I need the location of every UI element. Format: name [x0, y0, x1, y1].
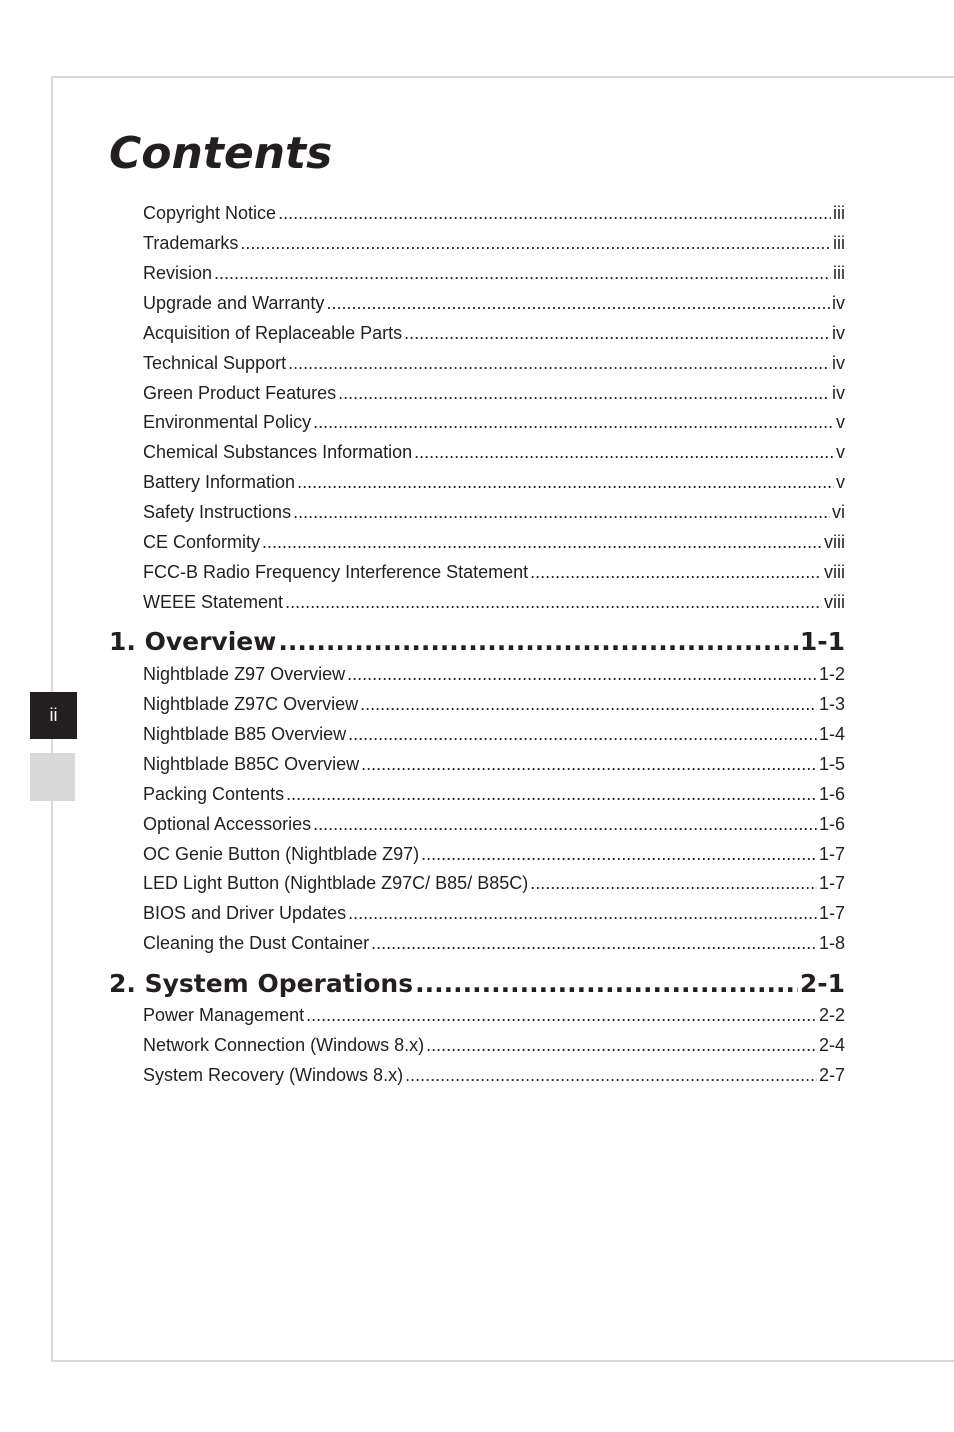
toc-entry[interactable]	[143, 872, 845, 894]
toc-entry-label: Safety Instructions	[143, 502, 292, 522]
toc-chapter-heading[interactable]	[109, 969, 845, 999]
toc-entry-label: System Recovery (Windows 8.x)	[143, 1065, 404, 1085]
toc-entry[interactable]	[143, 322, 845, 344]
dot-leader	[306, 1004, 817, 1026]
dot-leader	[348, 902, 817, 924]
toc-entry-label: Network Connection (Windows 8.x)	[143, 1035, 425, 1055]
toc-entry-page: 1-5	[818, 754, 845, 774]
dot-leader	[293, 501, 830, 523]
dot-leader	[421, 843, 817, 865]
toc-entry-page: iii	[833, 263, 845, 283]
toc-entry-label: Packing Contents	[143, 784, 285, 804]
toc-entry[interactable]	[143, 663, 845, 685]
toc-entry[interactable]	[143, 1064, 845, 1086]
toc-entry[interactable]	[143, 1004, 845, 1026]
toc-entry[interactable]	[143, 352, 845, 374]
toc-entry-page: v	[836, 442, 845, 462]
toc-entry-page: viii	[824, 562, 845, 582]
toc-entry-label: 2. System Operations	[109, 969, 414, 998]
toc-entry[interactable]	[143, 202, 845, 224]
toc-entry-label: CE Conformity	[143, 532, 261, 552]
dot-leader	[278, 627, 797, 657]
toc-entry-label: Battery Information	[143, 472, 296, 492]
toc-entry[interactable]	[143, 561, 845, 583]
toc-entry-page: 1-7	[818, 903, 845, 923]
toc-entry-page: 1-7	[818, 873, 845, 893]
toc-entry-label: Technical Support	[143, 353, 287, 373]
toc-entry-page: v	[836, 412, 845, 432]
toc-entry-page: iv	[832, 383, 845, 403]
toc-entry-page: v	[836, 472, 845, 492]
toc-entry[interactable]	[143, 753, 845, 775]
dot-leader	[240, 232, 831, 254]
dot-leader	[405, 1064, 817, 1086]
dot-leader	[348, 723, 817, 745]
page-number: ii	[49, 705, 58, 725]
toc-entry-page: 1-3	[818, 694, 845, 714]
page-title: Contents	[109, 128, 333, 179]
dot-leader	[360, 693, 817, 715]
toc-entry-page: iv	[832, 323, 845, 343]
toc-entry-label: Trademarks	[143, 233, 239, 253]
toc-entry[interactable]	[143, 411, 845, 433]
toc-entry-label: Nightblade B85 Overview	[143, 724, 347, 744]
toc-entry[interactable]	[143, 1034, 845, 1056]
dot-leader	[530, 561, 822, 583]
toc-entry-page: 1-6	[818, 784, 845, 804]
toc-entry[interactable]	[143, 232, 845, 254]
dot-leader	[371, 932, 817, 954]
toc-entry-page: 2-1	[799, 969, 845, 998]
toc-entry-page: 1-1	[799, 627, 845, 656]
dot-leader	[426, 1034, 817, 1056]
toc-entry-page: 1-6	[818, 814, 845, 834]
dot-leader	[414, 441, 834, 463]
toc-entry-label: 1. Overview	[109, 627, 277, 656]
toc-entry[interactable]	[143, 591, 845, 613]
toc-entry[interactable]	[143, 501, 845, 523]
toc-entry-label: Green Product Features	[143, 383, 337, 403]
toc-entry-label: Cleaning the Dust Container	[143, 933, 370, 953]
dot-leader	[347, 663, 817, 685]
toc-entry-label: FCC-B Radio Frequency Interference Statement	[143, 562, 529, 582]
dot-leader	[285, 591, 822, 613]
toc-entry-page: iii	[833, 233, 845, 253]
toc-entry-page: 2-2	[818, 1005, 845, 1025]
toc-entry[interactable]	[143, 262, 845, 284]
dot-leader	[404, 322, 830, 344]
toc-entry-label: Copyright Notice	[143, 203, 277, 223]
toc-entry[interactable]	[143, 843, 845, 865]
page-tab-decoration	[30, 753, 75, 801]
dot-leader	[313, 813, 817, 835]
toc-entry-label: Nightblade Z97 Overview	[143, 664, 346, 684]
toc-entry[interactable]	[143, 693, 845, 715]
dot-leader	[326, 292, 830, 314]
toc-entry-page: iv	[832, 353, 845, 373]
toc-entry-page: iv	[832, 293, 845, 313]
dot-leader	[361, 753, 817, 775]
toc-entry[interactable]	[143, 783, 845, 805]
toc-entry-label: Environmental Policy	[143, 412, 312, 432]
toc-entry-label: Nightblade B85C Overview	[143, 754, 360, 774]
toc-entry[interactable]	[143, 531, 845, 553]
toc-entry[interactable]	[143, 902, 845, 924]
toc-entry-page: 1-4	[818, 724, 845, 744]
toc-entry-label: Chemical Substances Information	[143, 442, 413, 462]
toc-entry[interactable]	[143, 723, 845, 745]
toc-entry-label: OC Genie Button (Nightblade Z97)	[143, 844, 420, 864]
dot-leader	[313, 411, 834, 433]
toc-entry-label: Revision	[143, 263, 213, 283]
dot-leader	[214, 262, 831, 284]
toc-entry[interactable]	[143, 292, 845, 314]
toc-entry-page: viii	[824, 592, 845, 612]
toc-chapter-heading[interactable]	[109, 627, 845, 657]
toc-entry[interactable]	[143, 441, 845, 463]
toc-entry-page: 2-7	[818, 1065, 845, 1085]
toc-entry[interactable]	[143, 471, 845, 493]
toc-entry-page: 1-8	[818, 933, 845, 953]
dot-leader	[415, 969, 798, 999]
toc-entry-page: viii	[824, 532, 845, 552]
toc-entry-label: Acquisition of Replaceable Parts	[143, 323, 403, 343]
dot-leader	[338, 382, 830, 404]
toc-entry-label: WEEE Statement	[143, 592, 284, 612]
toc-entry-label: Optional Accessories	[143, 814, 312, 834]
toc-entry-page: 1-2	[818, 664, 845, 684]
toc-entry[interactable]	[143, 382, 845, 404]
toc-entry-label: Nightblade Z97C Overview	[143, 694, 359, 714]
toc-entry-label: BIOS and Driver Updates	[143, 903, 347, 923]
toc-entry-label: Power Management	[143, 1005, 305, 1025]
toc-entry[interactable]	[143, 813, 845, 835]
dot-leader	[297, 471, 834, 493]
dot-leader	[262, 531, 822, 553]
page-number-tab	[30, 692, 77, 739]
toc-entry-page: iii	[833, 203, 845, 223]
dot-leader	[530, 872, 817, 894]
toc-entry-page: 2-4	[818, 1035, 845, 1055]
toc-entry-label: LED Light Button (Nightblade Z97C/ B85/ B85C)	[143, 873, 529, 893]
toc-entry[interactable]	[143, 932, 845, 954]
toc-entry-label: Upgrade and Warranty	[143, 293, 325, 313]
dot-leader	[286, 783, 817, 805]
dot-leader	[288, 352, 830, 374]
dot-leader	[278, 202, 831, 224]
toc-entry-page: 1-7	[818, 844, 845, 864]
toc-entry-page: vi	[832, 502, 845, 522]
